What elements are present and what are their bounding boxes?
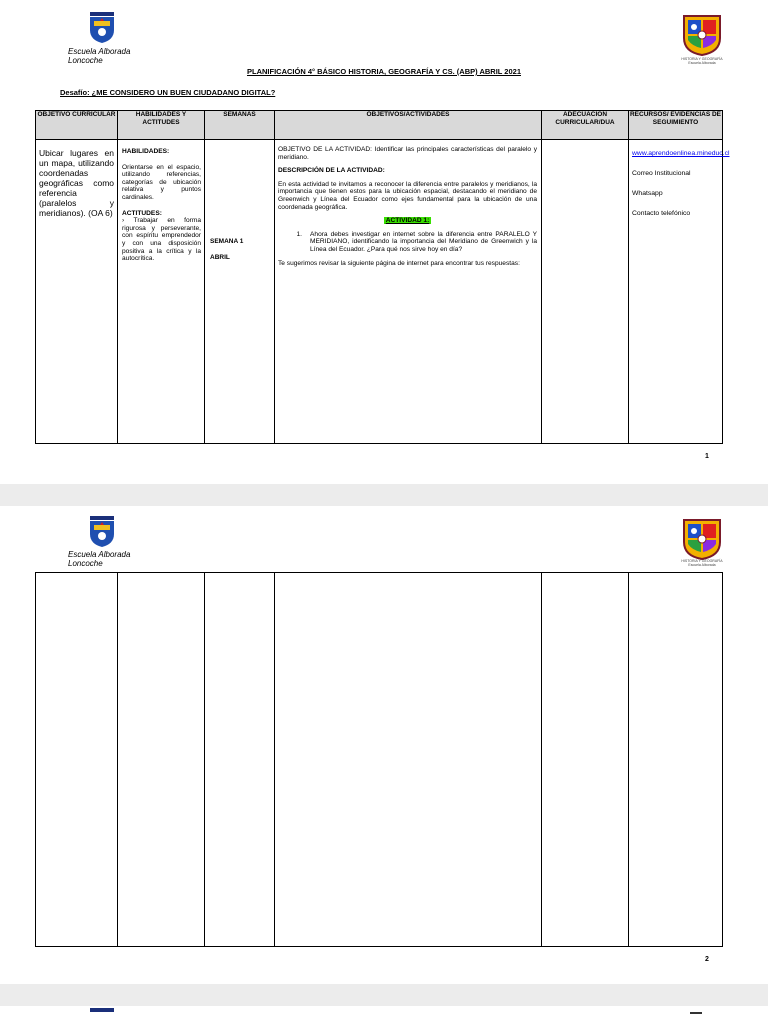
cell-recursos-evidencias xyxy=(629,140,730,444)
actitudes-text: › Trabajar en forma rigurosa y perseverante, con espíritu emprendedor y con una disposición positiva a la crítica y la autocrítica. xyxy=(122,217,201,263)
school-logo-partial xyxy=(90,1008,114,1012)
page-number: 1 xyxy=(705,453,709,460)
descripcion-text: En esta actividad te invitamos a reconocer la diferencia entre paralelos y meridianos, la importancia que tienen estos para la ubicación espacial, destacando el meridiano de Greenwich y Línea del Ecuador como ejes fundamental para la ubicación de una coordenada geográfica. xyxy=(278,180,537,211)
table-content-row xyxy=(36,140,723,444)
objetivo-actividad: OBJETIVO DE LA ACTIVIDAD: Identificar las principales características del paralelo y meridiano. xyxy=(278,146,537,161)
habilidades-title: HABILIDADES: xyxy=(122,148,170,155)
cell-recursos-evidencias xyxy=(629,573,723,947)
cell-habilidades-actitudes xyxy=(118,140,205,444)
department-logo xyxy=(680,518,724,578)
school-name xyxy=(68,550,130,568)
department-caption-line1: HISTORIA Y GEOGRAFÍA xyxy=(681,57,723,61)
cell-adecuacion-curricular xyxy=(542,573,629,947)
table-content-row xyxy=(36,573,723,947)
planning-table xyxy=(35,110,730,444)
department-caption-line1: HISTORIA Y GEOGRAFÍA xyxy=(681,559,723,563)
header-habilidades-actitudes: HABILIDADES Y ACTITUDES xyxy=(118,111,205,140)
cell-objetivo-curricular xyxy=(36,573,118,947)
department-caption-line2: Escuela Alborada xyxy=(688,61,716,65)
department-caption xyxy=(672,57,732,65)
table-header-row xyxy=(36,111,723,140)
objetivo-text: Ubicar lugares en un mapa, utilizando coordenadas geográficas como referencia (paralelos y meridianos). (OA 6) xyxy=(39,148,114,218)
habilidades-text: Orientarse en el espacio, utilizando referencias, categorías de ubicación relativa y puntos cardinales. xyxy=(122,163,201,201)
cell-semanas xyxy=(205,140,275,444)
month-label: ABRIL xyxy=(210,254,230,261)
document-page-3 xyxy=(0,984,768,1024)
header-adecuacion-curricular: ADECUACIÓN CURRICULAR/DUA xyxy=(542,111,629,140)
planning-table-continued xyxy=(35,572,723,947)
plan-title: PLANIFICACIÓN 4° BÁSICO HISTORIA, GEOGRAFÍA Y CS. (ABP) ABRIL 2021 xyxy=(246,67,521,76)
department-logo-partial xyxy=(690,1012,702,1014)
school-name xyxy=(68,47,130,65)
school-name-line2: Loncoche xyxy=(68,56,103,65)
semana-label: SEMANA 1 xyxy=(210,238,244,245)
department-caption-line2: Escuela Alborada xyxy=(688,563,716,567)
document-page-1 xyxy=(0,0,768,484)
school-name-line1: Escuela Alborada xyxy=(68,550,131,559)
list-item-text: Ahora debes investigar en internet sobre la diferencia entre PARALELO Y MERIDIANO, identificando la importancia del Meridiano de Greenwich y la Línea del Ecuador. ¿Para qué nos sirve hoy en día? xyxy=(310,230,537,253)
header-recursos-evidencias: RECURSOS/ EVIDENCIAS DE SEGUIMIENTO xyxy=(629,111,723,140)
actitudes-title: ACTITUDES: xyxy=(122,209,162,217)
school-name-line2: Loncoche xyxy=(68,559,103,568)
school-logo xyxy=(88,516,116,548)
recurso-whatsapp: Whatsapp xyxy=(632,190,663,197)
department-logo xyxy=(680,14,724,74)
cell-objetivo-curricular xyxy=(36,140,118,444)
sugerencia-text: Te sugerimos revisar la siguiente página de internet para encontrar tus respuestas: xyxy=(278,259,520,267)
school-logo xyxy=(88,12,116,44)
list-item xyxy=(278,231,537,254)
aprendo-en-linea-link[interactable]: www.aprendoenlinea.mineduc.cl xyxy=(632,150,730,157)
recurso-contacto: Contacto telefónico xyxy=(632,210,691,217)
header-objetivo-curricular: OBJETIVO CURRICULAR xyxy=(36,111,118,140)
cell-habilidades-actitudes xyxy=(118,573,205,947)
challenge-title: Desafío: ¿ME CONSIDERO UN BUEN CIUDADANO DIGITAL? xyxy=(60,88,276,97)
recurso-correo: Correo Institucional xyxy=(632,170,691,177)
cell-objetivos-actividades xyxy=(275,140,542,444)
page-number: 2 xyxy=(705,956,709,963)
cell-semanas xyxy=(205,573,275,947)
list-item-number: 1. xyxy=(296,230,302,238)
actividad-1-badge: ACTIVIDAD 1: xyxy=(385,217,430,225)
header-semanas: SEMANAS xyxy=(205,111,275,140)
document-page-2 xyxy=(0,484,768,984)
school-name-line1: Escuela Alborada xyxy=(68,47,131,56)
cell-adecuacion-curricular xyxy=(542,140,629,444)
cell-objetivos-actividades xyxy=(275,573,542,947)
department-caption xyxy=(672,559,732,567)
header-objetivos-actividades: OBJETIVOS/ACTIVIDADES xyxy=(275,111,542,140)
descripcion-title: DESCRIPCIÓN DE LA ACTIVIDAD: xyxy=(278,167,385,175)
